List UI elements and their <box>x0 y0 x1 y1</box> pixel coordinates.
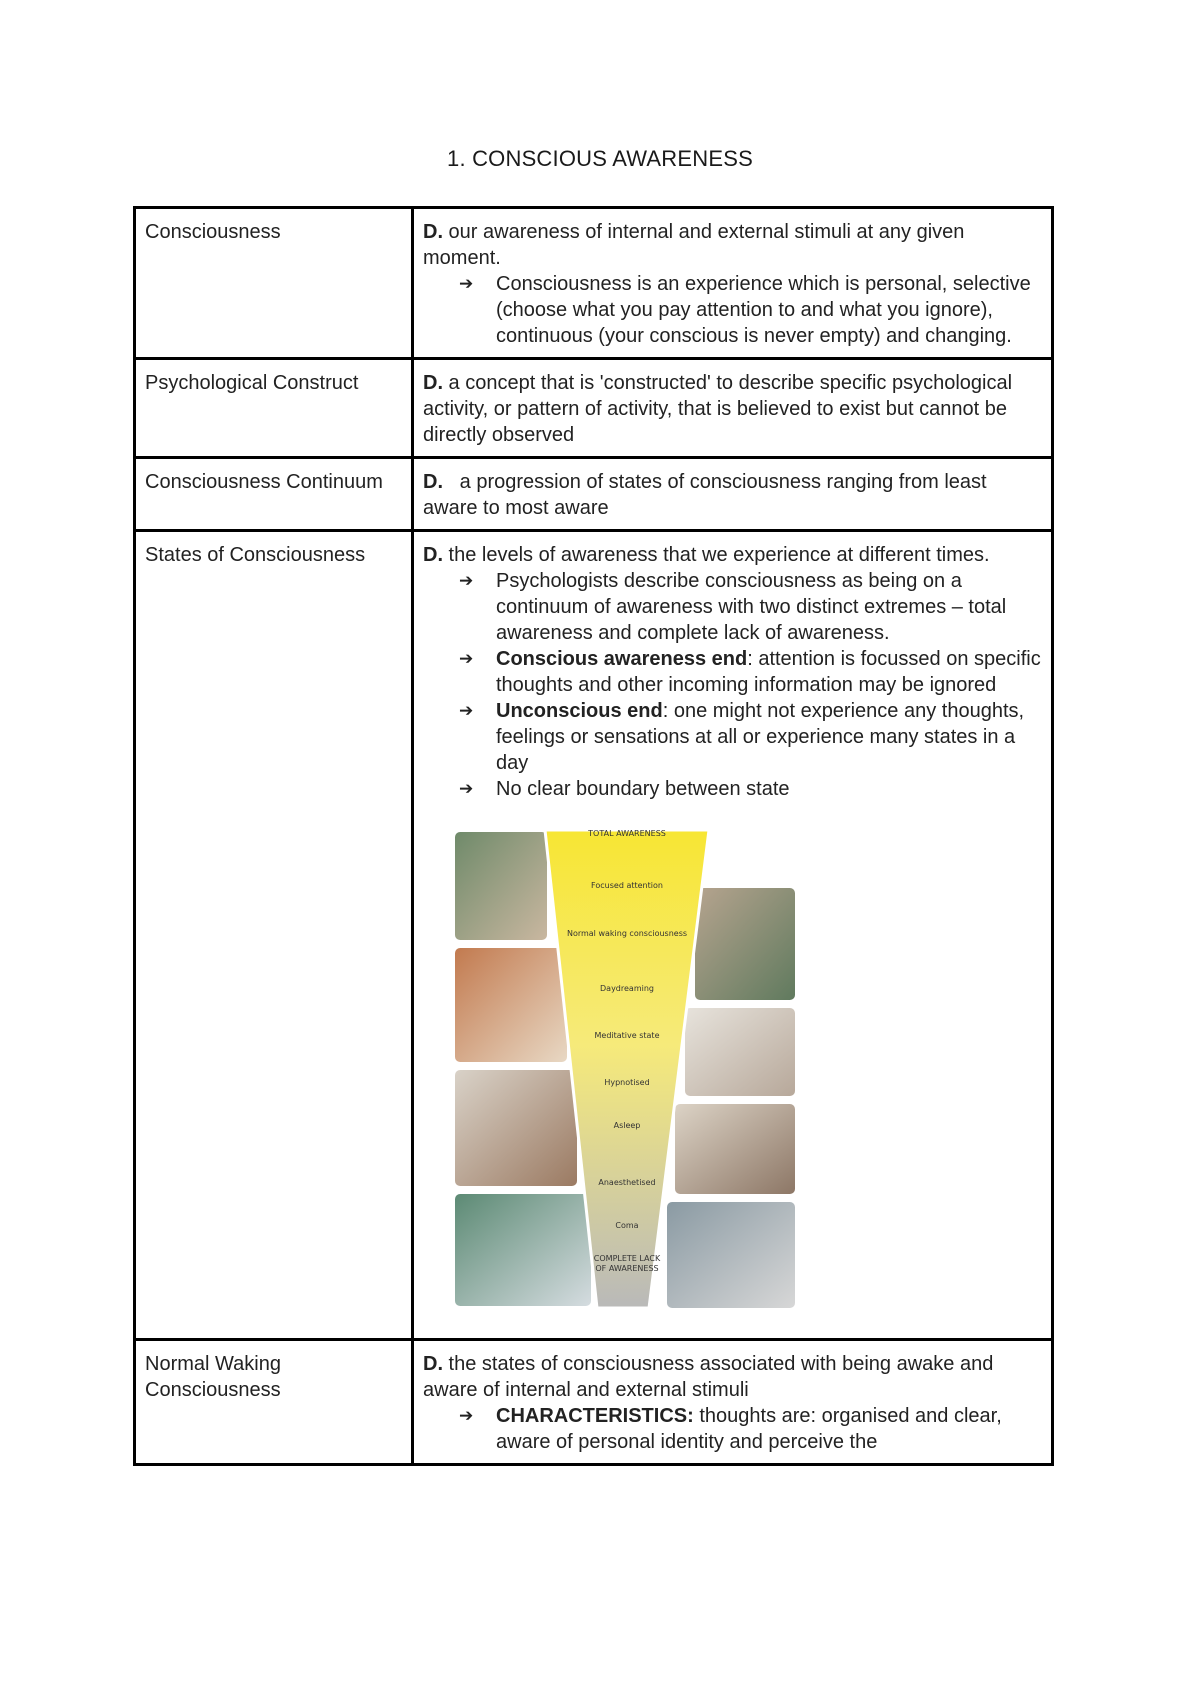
funnel-label: Meditative state <box>594 1031 660 1040</box>
list-item: ➔ No clear boundary between state <box>459 778 790 800</box>
funnel-label: Normal waking consciousness <box>566 929 688 938</box>
list-item: ➔ Unconscious end: one might not experience any thoughts, feelings or sensations at all or experience many states in a day <box>459 700 1025 774</box>
list-item: ➔ Conscious awareness end: attention is focussed on specific thoughts and other incoming information may be ignored <box>459 648 1041 696</box>
photo-student-daydreaming <box>455 948 567 1062</box>
definition-prefix: D. <box>423 372 443 394</box>
definition-cell <box>413 531 1053 1340</box>
photo-meditating-woman <box>685 1008 795 1096</box>
definitions-table <box>133 206 1054 1466</box>
funnel-label: OF AWARENESS <box>595 1264 659 1273</box>
table-row <box>135 1340 1053 1465</box>
definition-prefix: D. <box>423 471 443 493</box>
list-item: ➔ Consciousness is an experience which is personal, selective (choose what you pay attention to and what you ignore), continuous (your conscious is never empty) and changing. <box>459 273 1031 347</box>
bullet-list <box>423 1403 1043 1455</box>
page-title: 1. CONSCIOUS AWARENESS <box>447 146 753 171</box>
funnel-label: Anaesthetised <box>598 1178 656 1187</box>
definition-cell <box>413 359 1053 458</box>
bullet-list <box>423 568 1043 802</box>
definition-cell <box>413 208 1053 359</box>
definition-text: D. the levels of awareness that we experience at different times. <box>423 544 990 566</box>
table-row <box>135 359 1053 458</box>
term-cell: Psychological Construct <box>135 359 413 458</box>
table-row <box>135 208 1053 359</box>
arrow-icon: ➔ <box>459 701 474 720</box>
funnel-label: COMPLETE LACK <box>593 1254 661 1263</box>
consciousness-continuum-figure <box>423 830 1043 1330</box>
arrow-icon: ➔ <box>459 1406 474 1425</box>
list-item: ➔ CHARACTERISTICS: thoughts are: organised and clear, aware of personal identity and perceive the <box>459 1405 1002 1453</box>
photo-sleeping-person <box>675 1104 795 1194</box>
definition-text: D. a progression of states of consciousness ranging from least aware to most aware <box>423 471 993 519</box>
definition-text: D. a concept that is 'constructed' to describe specific psychological activity, or pattern of activity, that is believed to exist but cannot be directly observed <box>423 372 1013 446</box>
funnel-label: Focused attention <box>591 881 663 890</box>
arrow-icon: ➔ <box>459 274 474 293</box>
list-item: ➔ Psychologists describe consciousness as being on a continuum of awareness with two distinct extremes – total awareness and complete lack of awareness. <box>459 570 1007 644</box>
arrow-icon: ➔ <box>459 649 474 668</box>
photo-friends-talking <box>695 888 795 1000</box>
table-row <box>135 531 1053 1340</box>
funnel-label: Coma <box>615 1221 639 1230</box>
funnel-label: TOTAL AWARENESS <box>588 830 666 838</box>
definition-text: D. the states of consciousness associated with being awake and aware of internal and external stimuli <box>423 1353 994 1401</box>
photo-coma-patient <box>667 1202 795 1308</box>
bullet-list <box>423 271 1043 349</box>
definition-text: D. our awareness of internal and external stimuli at any given moment. <box>423 221 965 269</box>
continuum-funnel-graphic <box>453 830 813 1320</box>
definition-prefix: D. <box>423 544 443 566</box>
photo-anaesthetised-patient <box>455 1194 591 1306</box>
photo-hypnotised-person <box>455 1070 577 1186</box>
funnel-label: Hypnotised <box>604 1078 650 1087</box>
definition-prefix: D. <box>423 1353 443 1375</box>
term-cell: States of Consciousness <box>135 531 413 1340</box>
table-row <box>135 458 1053 531</box>
definition-cell <box>413 458 1053 531</box>
term-cell: Consciousness Continuum <box>135 458 413 531</box>
funnel-label: Daydreaming <box>600 984 654 993</box>
definition-prefix: D. <box>423 221 443 243</box>
term-cell: Normal Waking Consciousness <box>135 1340 413 1465</box>
arrow-icon: ➔ <box>459 571 474 590</box>
funnel-label: Asleep <box>613 1121 641 1130</box>
arrow-icon: ➔ <box>459 779 474 798</box>
photo-student-blackboard <box>455 832 547 940</box>
term-cell: Consciousness <box>135 208 413 359</box>
definition-cell <box>413 1340 1053 1465</box>
